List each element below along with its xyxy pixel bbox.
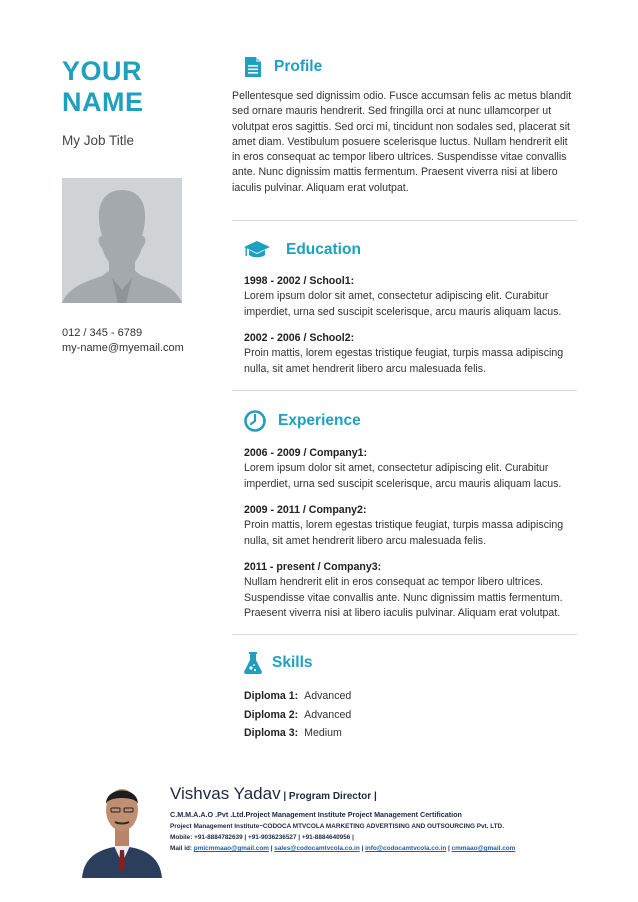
- email-address: my-name@myemail.com: [62, 342, 184, 354]
- mail-link-4[interactable]: cmmaao@gmail.com: [451, 845, 516, 852]
- profile-photo-placeholder: [62, 178, 182, 303]
- section-divider: [232, 390, 577, 391]
- experience-item-text: Nullam hendrerit elit in eros consequat ac tempor libero ultrices. Suspendisse vitae convallis ante. Nunc dignissim mattis fermentum. Praesent viverra nisi at libero iaculis pulvinar. Aliquam erat volutpat.: [244, 576, 563, 619]
- skills-title: Skills: [272, 654, 313, 671]
- education-item-text: Lorem ipsum dolor sit amet, consectetur adipiscing elit. Curabitur imperdiet, urna sed suscipit scelerisque, arcu mauris aliquam lacus.: [244, 290, 562, 318]
- education-item-text: Proin mattis, lorem egestas tristique feugiat, turpis massa adipiscing nulla, sit amet hendrerit libero arcu malesuada felis.: [244, 347, 564, 375]
- skill-label: Diploma 2:: [244, 709, 299, 721]
- education-item-2: [244, 331, 584, 377]
- skill-row: [244, 727, 342, 739]
- section-divider: [232, 220, 577, 221]
- person-photo-icon: [82, 768, 162, 878]
- section-divider: [232, 634, 577, 635]
- graduation-cap-icon: [244, 240, 270, 260]
- education-item-1: [244, 274, 584, 320]
- name-line-1: YOUR: [62, 56, 143, 86]
- flask-icon: [244, 652, 262, 674]
- document-icon: [244, 57, 264, 77]
- education-title: Education: [286, 241, 361, 258]
- banner-name: [170, 784, 377, 804]
- experience-title: Experience: [278, 412, 361, 429]
- mail-separator: |: [359, 845, 366, 852]
- profile-text: Pellentesque sed dignissim odio. Fusce accumsan felis ac metus blandit sed ornare mauris hendrerit. Sed fringilla orci at nunc ullamcorper ut volutpat eros sagittis. Sed orci mi, tincidunt non sodales sed, placerat sit amet diam. Vestibulum posuere scelerisque luctus. Nullam hendrerit elit in eros consequat ac tempor libero ultrices. Suspendisse vitae convallis ante. Nunc dignissim mattis fermentum. Praesent viverra nisi at libero iaculis pulvinar. Aliquam erat volutpat.: [232, 90, 572, 194]
- skill-level: Advanced: [304, 690, 352, 702]
- profile-title: Profile: [274, 58, 323, 75]
- clock-icon: [244, 410, 266, 432]
- experience-item-3: [244, 560, 584, 621]
- education-header: [244, 240, 361, 260]
- banner-line-2: Project Management Institute~CODOCA MTVCOLA MARKETING ADVERTISING AND OUTSOURCING Pvt. LTD.: [170, 823, 504, 830]
- banner-mail-line: [170, 845, 515, 852]
- resume-name: [62, 56, 144, 118]
- skill-label: Diploma 1:: [244, 690, 299, 702]
- banner-role: | Program Director |: [280, 791, 377, 802]
- banner-line-3: Mobile: +91-8884782639 | +91-9036236527 | +91-8884640956 |: [170, 834, 354, 841]
- skill-label: Diploma 3:: [244, 727, 299, 739]
- education-item-heading: 2002 - 2006 / School2:: [244, 332, 355, 344]
- profile-header: [244, 57, 322, 77]
- skill-row: [244, 690, 351, 702]
- phone-number: 012 / 345 - 6789: [62, 327, 143, 339]
- experience-item-text: Proin mattis, lorem egestas tristique feugiat, turpis massa adipiscing nulla, sit amet hendrerit libero arcu malesuada felis.: [244, 519, 564, 547]
- mail-link-1[interactable]: pmicmmaao@gmail.com: [193, 845, 269, 852]
- mail-link-2[interactable]: sales@codocamtvcola.co.in: [274, 845, 360, 852]
- skill-level: Advanced: [304, 709, 352, 721]
- experience-item-2: [244, 503, 584, 549]
- mail-separator: |: [268, 845, 275, 852]
- experience-item-heading: 2011 - present / Company3:: [244, 561, 382, 573]
- skill-level: Medium: [304, 727, 342, 739]
- skills-header: [244, 652, 313, 674]
- experience-item-text: Lorem ipsum dolor sit amet, consectetur adipiscing elit. Curabitur imperdiet, urna sed suscipit scelerisque, arcu mauris aliquam lacus.: [244, 462, 562, 490]
- experience-item-heading: 2006 - 2009 / Company1:: [244, 447, 368, 459]
- banner-photo: [82, 768, 162, 878]
- banner-line-1: C.M.M.A.A.O .Pvt .Ltd.Project Management Institute Project Management Certification: [170, 810, 462, 819]
- person-silhouette-icon: [62, 178, 182, 303]
- skill-row: [244, 709, 351, 721]
- experience-item-1: [244, 446, 584, 492]
- name-line-2: NAME: [62, 87, 144, 117]
- banner-person-name: Vishvas Yadav: [170, 784, 281, 803]
- mail-link-3[interactable]: info@codocamtvcola.co.in: [365, 845, 447, 852]
- mail-separator: |: [446, 845, 452, 852]
- experience-item-heading: 2009 - 2011 / Company2:: [244, 504, 367, 516]
- education-item-heading: 1998 - 2002 / School1:: [244, 275, 355, 287]
- experience-header: [244, 410, 361, 432]
- mail-label: Mail id:: [170, 845, 194, 852]
- job-title: My Job Title: [62, 133, 135, 148]
